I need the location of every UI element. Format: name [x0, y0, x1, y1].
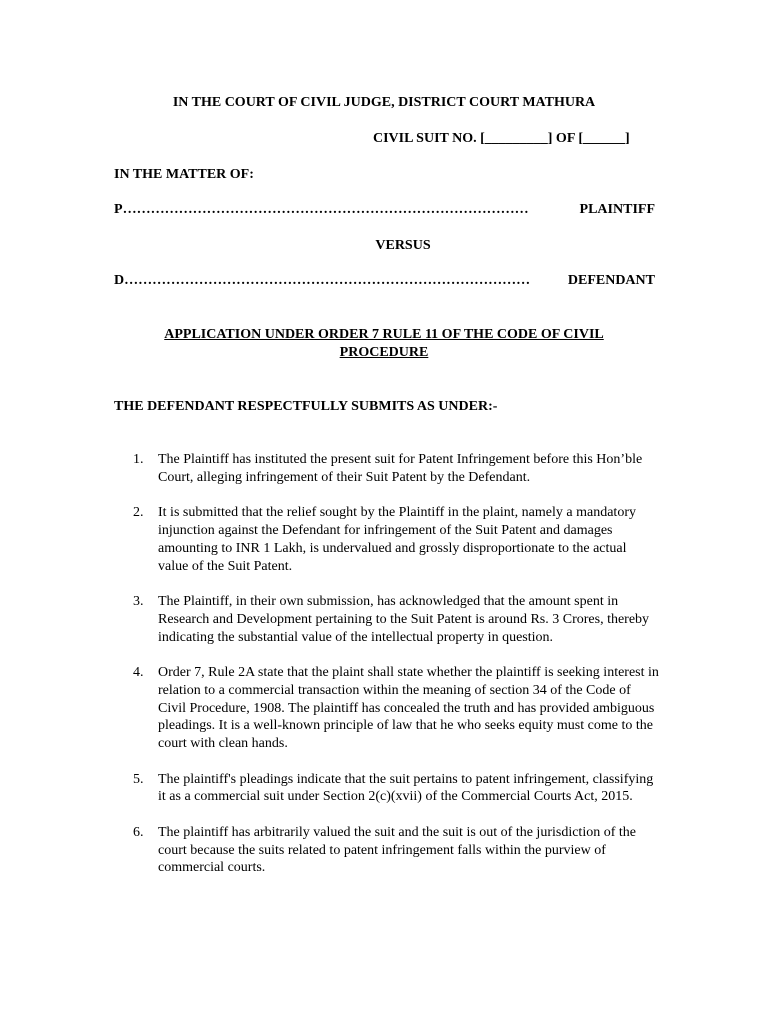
point-number: 3. [133, 593, 144, 609]
point-number: 4. [133, 664, 144, 680]
point-text: The Plaintiff, in their own submission, has acknowledged that the amount spent in Research and Development pertaining to the Suit Patent is around Rs. 3 Crores, thereby indicating the substantial value of the intellectual property in question. [158, 593, 650, 645]
point-number: 6. [133, 824, 144, 840]
application-title: APPLICATION UNDER ORDER 7 RULE 11 OF THE CODE OF CIVIL PROCEDURE [164, 327, 604, 360]
point-number: 5. [133, 771, 144, 787]
point-text: It is submitted that the relief sought by the Plaintiff in the plaint, namely a mandatory injunction against the Defendant for infringement of the Suit Patent and damages amounting to INR 1 Lakh, is undervalued and grossly disproportionate to the actual value of the Suit Patent. [158, 505, 636, 574]
plaintiff-line [114, 201, 655, 219]
submission-point [114, 451, 659, 487]
defendant-line [114, 272, 655, 290]
point-number: 2. [133, 505, 144, 521]
submission-point [114, 664, 659, 753]
matter-heading: IN THE MATTER OF: [114, 167, 254, 182]
submission-point [114, 771, 659, 807]
submission-point [114, 824, 659, 877]
plaintiff-role: PLAINTIFF [579, 202, 655, 217]
point-number: 1. [133, 452, 144, 467]
plaintiff-prefix: P [114, 202, 123, 217]
point-text: The Plaintiff has instituted the present suit for Patent Infringement before this Hon’ble Court, alleging infringement of their Suit Patent by the Defendant. [158, 452, 643, 485]
submission-list [114, 451, 659, 895]
submits-heading: THE DEFENDANT RESPECTFULLY SUBMITS AS UNDER:- [114, 399, 498, 414]
plaintiff-dots: …………………………………………………………………………… [122, 202, 529, 217]
court-title: IN THE COURT OF CIVIL JUDGE, DISTRICT COURT MATHURA [172, 95, 596, 110]
versus-label: VERSUS [375, 238, 431, 253]
defendant-role: DEFENDANT [567, 273, 655, 288]
submission-point [114, 504, 659, 575]
point-text: The plaintiff has arbitrarily valued the suit and the suit is out of the jurisdiction of the court because the suits related to patent infringement falls within the purview of commercial courts. [158, 824, 636, 876]
defendant-prefix: D [114, 273, 125, 288]
suit-number: CIVIL SUIT NO. [_________] OF [______] [373, 131, 630, 146]
defendant-dots: …………………………………………………………………………… [124, 273, 531, 288]
point-text: The plaintiff's pleadings indicate that the suit pertains to patent infringement, classifying it as a commercial suit under Section 2(c)(xvii) of the Commercial Courts Act, 2015. [158, 771, 654, 805]
submission-point [114, 593, 659, 646]
point-text: Order 7, Rule 2A state that the plaint shall state whether the plaintiff is seeking interest in relation to a commercial transaction within the meaning of section 34 of the Code of Civil Procedure, 1908. The plaintiff has concealed the truth and has provided ambiguous pleadings. It is a well-known principle of law that he who seeks equity must come to the court with clean hands. [158, 664, 659, 752]
